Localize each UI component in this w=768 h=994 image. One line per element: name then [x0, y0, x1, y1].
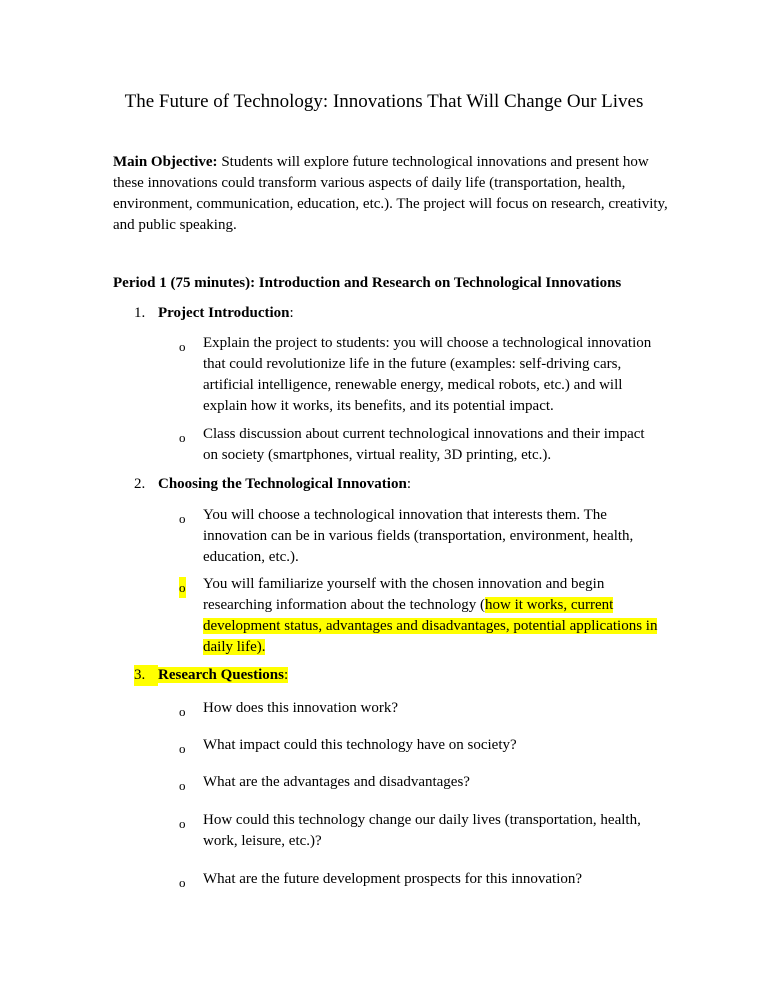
main-objective-paragraph: [113, 152, 673, 236]
list-item: How could this technology change our daily lives (transportation, health, work, leisure, etc.)?: [203, 812, 641, 849]
bullet-icon: o: [179, 511, 186, 526]
section-3-heading: 3. Research Questions:: [134, 665, 288, 686]
list-item: Explain the project to students: you will choose a technological innovation that could revolutionize life in the future (examples: self-driving cars, artificial intelligence, renewable energy, medical robots, etc.) and will explain how it works, its benefits, and its potential impact.: [203, 335, 652, 414]
section-title: Project Introduction: [158, 305, 290, 321]
list-item: What are the advantages and disadvantages?: [203, 774, 470, 790]
section-title: Choosing the Technological Innovation: [158, 476, 407, 492]
objective-label: Main Objective:: [113, 154, 218, 170]
bullet-icon: o: [179, 741, 186, 756]
list-item: [203, 574, 661, 658]
list-item-text: You will familiarize yourself with the chosen innovation and begin researching information about the technology (: [203, 576, 605, 613]
bullet-icon: o: [179, 875, 186, 890]
section-number: 1.: [134, 305, 146, 321]
bullet-icon: o: [179, 339, 186, 354]
list-item: You will choose a technological innovation that interests them. The innovation can be in various fields (transportation, environment, health, education, etc.).: [203, 507, 634, 565]
list-item: Class discussion about current technological innovations and their impact on society (smartphones, virtual reality, 3D printing, etc.).: [203, 426, 645, 463]
list-item: What impact could this technology have on society?: [203, 737, 517, 753]
section-number: 3.: [134, 665, 158, 686]
list-item: How does this innovation work?: [203, 700, 398, 716]
bullet-icon: o: [179, 778, 186, 793]
bullet-icon: o: [179, 430, 186, 445]
bullet-icon: o: [179, 704, 186, 719]
section-2-heading: 2. Choosing the Technological Innovation:: [134, 474, 411, 495]
bullet-icon: o: [179, 577, 186, 598]
section-number: 2.: [134, 476, 146, 492]
objective-text: Students will explore future technological innovations and present how these innovations could transform various aspects of daily life (transportation, health, environment, communication, education, etc.). The project will focus on research, creativity, and public speaking.: [113, 154, 668, 233]
list-item: What are the future development prospects for this innovation?: [203, 871, 583, 887]
period-heading: Period 1 (75 minutes): Introduction and Research on Technological Innovations: [113, 275, 622, 291]
section-title: Research Questions: [158, 667, 284, 683]
document-title: The Future of Technology: Innovations That Will Change Our Lives: [124, 91, 644, 112]
highlighted-text: how it works, current development status, advantages and disadvantages, potential applications in daily life).: [203, 597, 658, 655]
bullet-icon: o: [179, 816, 186, 831]
section-1-heading: 1. Project Introduction:: [134, 303, 294, 324]
